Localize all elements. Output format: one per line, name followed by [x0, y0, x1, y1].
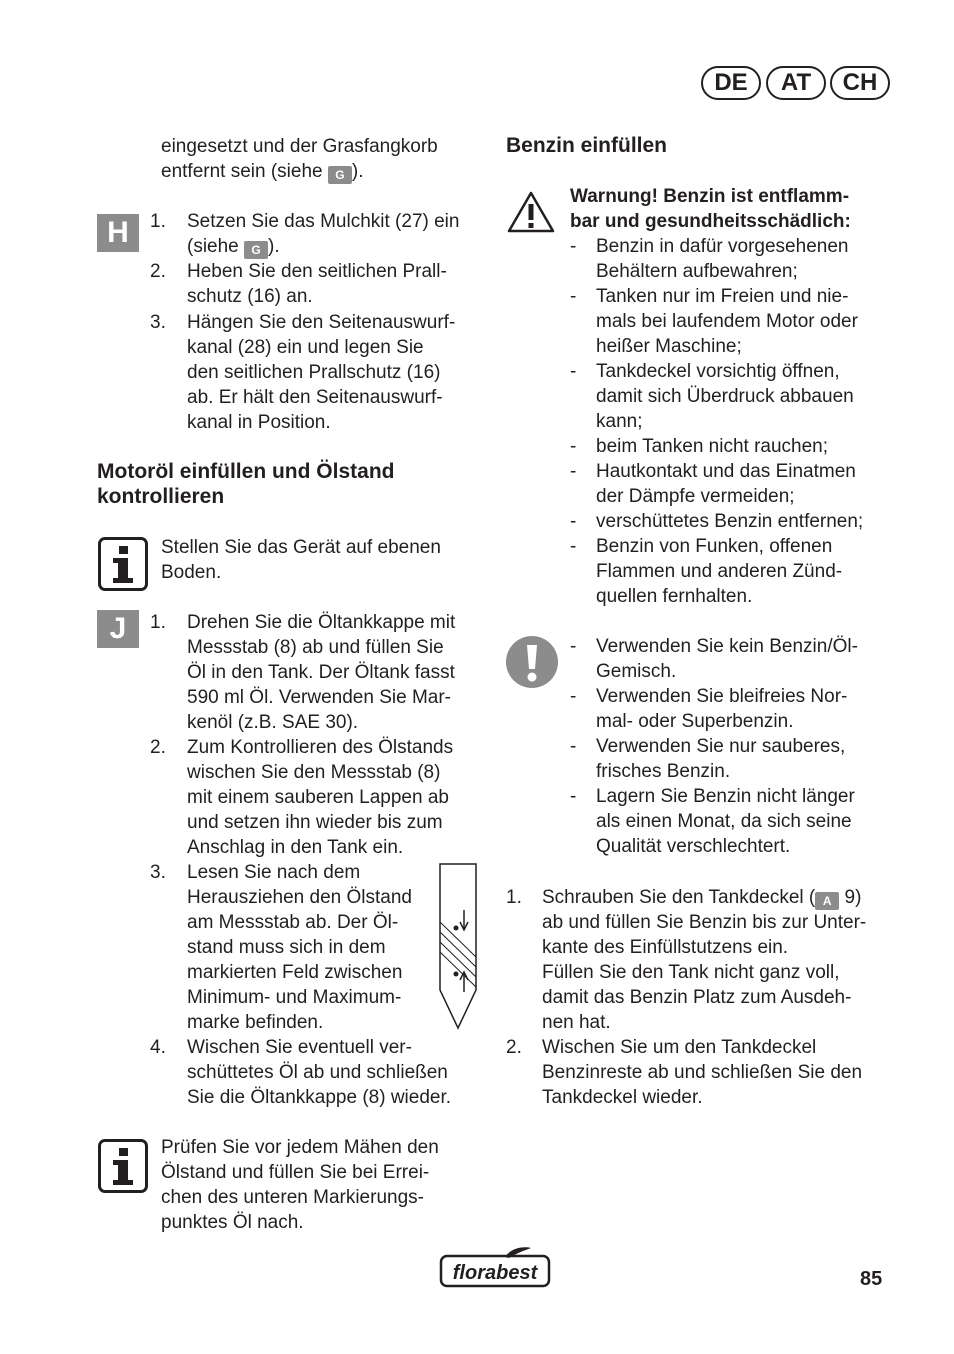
warn-1-line-2: Behältern aufbewahren;: [596, 261, 798, 282]
warn-4-line-1: beim Tanken nicht rauchen;: [596, 436, 829, 457]
info-icon: [98, 1139, 148, 1193]
warn-5-line-2: der Dämpfe vermeiden;: [596, 486, 795, 507]
info-icon: [98, 537, 148, 591]
petrol-step-1-line-3: kante des Einfüllstutzens ein.: [542, 937, 789, 958]
info2-line-2: Ölstand und füllen Sie bei Errei-: [161, 1162, 430, 1183]
warn-3-line-3: kann;: [596, 411, 643, 432]
step-j-2-line-5: Anschlag in den Tank ein.: [187, 837, 404, 858]
warn-dash: -: [570, 536, 577, 557]
warn-2-line-1: Tanken nur im Freien und nie-: [596, 286, 849, 307]
petrol-step-num-1: 1.: [506, 887, 522, 908]
petrol-step-1-line-1: Schrauben Sie den Tankdeckel ( A 9): [542, 887, 862, 908]
section-heading-oil-2: kontrollieren: [97, 485, 225, 508]
intro-line-1: eingesetzt und der Grasfangkorb: [161, 136, 438, 157]
step-h-3-line-3: den seitlichen Prallschutz (16): [187, 362, 441, 383]
step-j-1-line-5: kenöl (z.B. SAE 30).: [187, 712, 359, 733]
warn-dash: -: [570, 461, 577, 482]
notice-4-line-2: als einen Monat, da sich seine: [596, 811, 852, 832]
info1-line-2: Boden.: [161, 562, 222, 583]
step-badge-h: H: [97, 214, 139, 252]
step-j-3-line-4: stand muss sich in dem: [187, 937, 386, 958]
notice-3-line-1: Verwenden Sie nur sauberes,: [596, 736, 846, 757]
brand-logo: [439, 1246, 551, 1296]
petrol-step-1-line-2: ab und füllen Sie Benzin bis zur Unter-: [542, 912, 867, 933]
step-j-1-line-2: Messstab (8) ab und füllen Sie: [187, 637, 444, 658]
info2-line-1: Prüfen Sie vor jedem Mähen den: [161, 1137, 439, 1158]
step-badge-j: J: [97, 610, 139, 648]
figure-g-badge: G: [328, 166, 352, 184]
step-j-num-1: 1.: [150, 612, 166, 633]
warn-dash: -: [570, 286, 577, 307]
step-j-1-line-1: Drehen Sie die Öltankkappe mit: [187, 612, 456, 633]
step-j-num-2: 2.: [150, 737, 166, 758]
step-j-3-line-2: Herausziehen den Ölstand: [187, 887, 412, 908]
notice-dash: -: [570, 786, 577, 807]
page-number: 85: [860, 1268, 883, 1290]
step-h-3-line-2: kanal (28) ein und legen Sie: [187, 337, 424, 358]
step-j-3-line-5: markierten Feld zwischen: [187, 962, 403, 983]
step-h-1-line-2: (siehe G ).: [187, 236, 280, 257]
warn-6-line-1: verschüttetes Benzin entfernen;: [596, 511, 864, 532]
svg-text:florabest: florabest: [452, 1262, 538, 1284]
petrol-step-2-line-3: Tankdeckel wieder.: [542, 1087, 703, 1108]
warning-icon: [506, 190, 556, 240]
info2-line-3: chen des unteren Markierungs-: [161, 1187, 424, 1208]
notice-4-line-1: Lagern Sie Benzin nicht länger: [596, 786, 855, 807]
step-j-4-line-3: Sie die Öltankkappe (8) wieder.: [187, 1087, 452, 1108]
petrol-step-1-line-5: damit das Benzin Platz zum Ausdeh-: [542, 987, 852, 1008]
step-h-3-line-4: ab. Er hält den Seitenauswurf-: [187, 387, 443, 408]
petrol-step-1-line-4: Füllen Sie den Tank nicht ganz voll,: [542, 962, 840, 983]
warn-5-line-1: Hautkontakt und das Einatmen: [596, 461, 856, 482]
warn-7-line-2: Flammen und anderen Zünd-: [596, 561, 843, 582]
warning-title-1: Warnung! Benzin ist entflamm-: [570, 186, 850, 207]
step-h-num-3: 3.: [150, 312, 166, 333]
section-heading-petrol: Benzin einfüllen: [506, 134, 668, 157]
warn-dash: -: [570, 511, 577, 532]
step-j-num-3: 3.: [150, 862, 166, 883]
step-j-2-line-1: Zum Kontrollieren des Ölstands: [187, 737, 454, 758]
step-j-num-4: 4.: [150, 1037, 166, 1058]
step-h-num-2: 2.: [150, 261, 166, 282]
notice-2-line-1: Verwenden Sie bleifreies Nor-: [596, 686, 848, 707]
figure-g-badge: G: [244, 241, 268, 259]
step-j-1-line-3: Öl in den Tank. Der Öltank fasst: [187, 662, 455, 683]
step-j-2-line-3: mit einem sauberen Lappen ab: [187, 787, 449, 808]
notice-dash: -: [570, 686, 577, 707]
step-j-4-line-2: schüttetes Öl ab und schließen: [187, 1062, 448, 1083]
step-h-3-line-5: kanal in Position.: [187, 412, 331, 433]
info2-line-4: punktes Öl nach.: [161, 1212, 304, 1233]
step-j-3-line-3: am Messstab ab. Der Öl-: [187, 912, 399, 933]
notice-3-line-2: frisches Benzin.: [596, 761, 731, 782]
warn-dash: -: [570, 361, 577, 382]
country-badge-de: DE: [701, 66, 761, 100]
step-j-3-line-7: marke befinden.: [187, 1012, 324, 1033]
notice-1-line-2: Gemisch.: [596, 661, 677, 682]
warn-7-line-3: quellen fernhalten.: [596, 586, 753, 607]
exclamation-icon: [505, 635, 559, 695]
intro-line-2: entfernt sein (siehe G ).: [161, 161, 364, 182]
notice-4-line-3: Qualität verschlechtert.: [596, 836, 791, 857]
figure-a-badge: A: [815, 892, 839, 910]
step-h-1-line-1: Setzen Sie das Mulchkit (27) ein: [187, 211, 460, 232]
step-h-3-line-1: Hängen Sie den Seitenauswurf-: [187, 312, 456, 333]
warn-dash: -: [570, 436, 577, 457]
step-j-2-line-4: und setzen ihn wieder bis zum: [187, 812, 443, 833]
dipstick-illustration: [436, 862, 480, 1038]
step-h-num-1: 1.: [150, 211, 166, 232]
notice-1-line-1: Verwenden Sie kein Benzin/Öl-: [596, 636, 858, 657]
country-badge-ch: CH: [830, 66, 890, 100]
section-heading-oil: Motoröl einfüllen und Ölstand: [97, 460, 395, 483]
warn-7-line-1: Benzin von Funken, offenen: [596, 536, 833, 557]
step-j-2-line-2: wischen Sie den Messstab (8): [187, 762, 441, 783]
warn-3-line-1: Tankdeckel vorsichtig öffnen,: [596, 361, 840, 382]
petrol-step-num-2: 2.: [506, 1037, 522, 1058]
step-h-2-line-1: Heben Sie den seitlichen Prall-: [187, 261, 447, 282]
step-j-1-line-4: 590 ml Öl. Verwenden Sie Mar-: [187, 687, 452, 708]
country-badge-at: AT: [766, 66, 826, 100]
notice-2-line-2: mal- oder Superbenzin.: [596, 711, 794, 732]
petrol-step-2-line-1: Wischen Sie um den Tankdeckel: [542, 1037, 817, 1058]
step-h-2-line-2: schutz (16) an.: [187, 286, 313, 307]
warn-3-line-2: damit sich Überdruck abbauen: [596, 386, 854, 407]
step-j-3-line-6: Minimum- und Maximum-: [187, 987, 402, 1008]
step-j-4-line-1: Wischen Sie eventuell ver-: [187, 1037, 412, 1058]
info1-line-1: Stellen Sie das Gerät auf ebenen: [161, 537, 441, 558]
notice-dash: -: [570, 736, 577, 757]
warning-title-2: bar und gesundheitsschädlich:: [570, 211, 851, 232]
petrol-step-2-line-2: Benzinreste ab und schließen Sie den: [542, 1062, 863, 1083]
notice-dash: -: [570, 636, 577, 657]
warn-2-line-3: heißer Maschine;: [596, 336, 742, 357]
step-j-3-line-1: Lesen Sie nach dem: [187, 862, 361, 883]
warn-1-line-1: Benzin in dafür vorgesehenen: [596, 236, 849, 257]
warn-dash: -: [570, 236, 577, 257]
warn-2-line-2: mals bei laufendem Motor oder: [596, 311, 858, 332]
petrol-step-1-line-6: nen hat.: [542, 1012, 611, 1033]
